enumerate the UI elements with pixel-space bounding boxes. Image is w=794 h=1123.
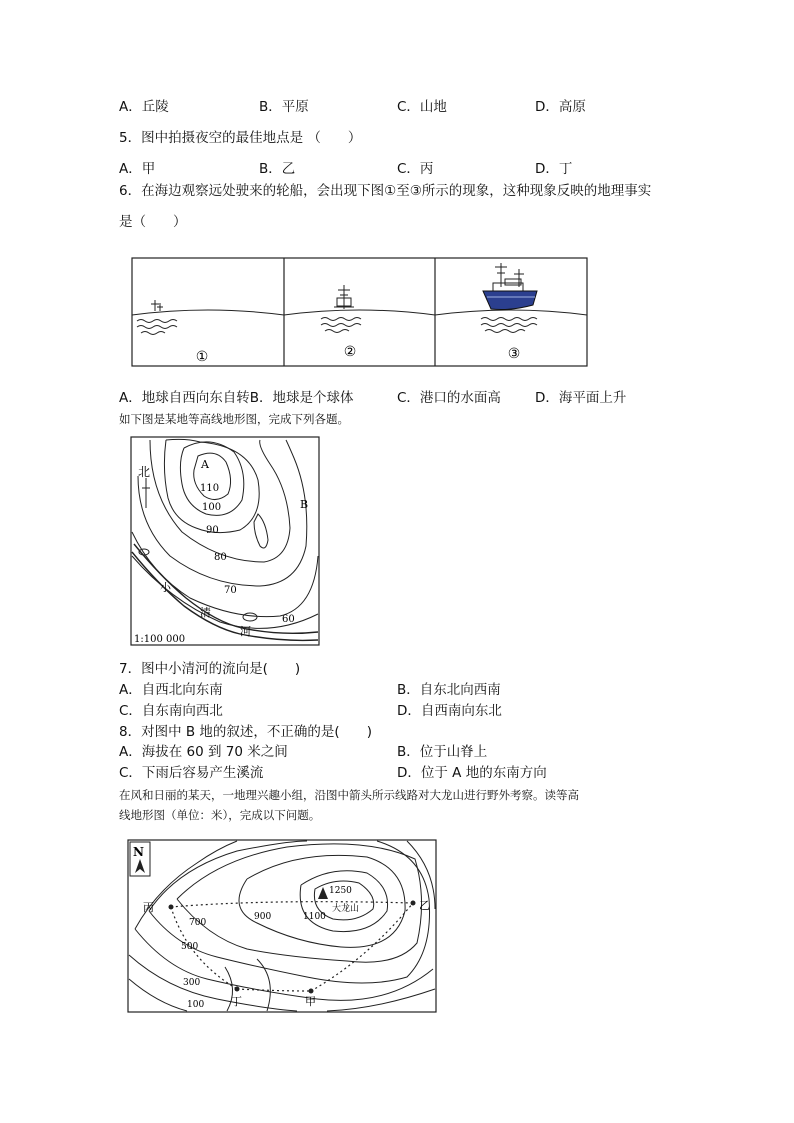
q8-option-d: D．位于 A 地的东南方向 — [397, 765, 547, 781]
map1-contour-100: 100 — [202, 502, 222, 513]
map2-peak-name: 大龙山 — [332, 904, 360, 914]
map1-contour-60: 60 — [282, 614, 295, 625]
ship-figure — [131, 257, 589, 367]
q8-option-a: A．海拔在 60 到 70 米之间 — [119, 744, 288, 760]
map1-contour-110: 110 — [200, 483, 220, 494]
intro-contour-map-1: 如下图是某地等高线地形图，完成下列各题。 — [119, 412, 349, 426]
panel-label-1: ① — [195, 349, 209, 365]
map2-contour-900: 900 — [254, 912, 272, 922]
map2-place-jia: 甲 — [305, 995, 316, 1008]
map2-contour-500: 500 — [181, 942, 199, 952]
panel-label-3: ③ — [507, 346, 521, 362]
q5-option-c: C．丙 — [397, 161, 434, 177]
map1-label-b: B — [300, 498, 309, 511]
q7-stem: 7．图中小清河的流向是( ) — [119, 661, 301, 677]
q5-option-b: B．乙 — [259, 161, 296, 177]
q5-option-d: D．丁 — [535, 161, 573, 177]
q4-option-d: D．高原 — [535, 99, 586, 115]
q4-option-b: B．平原 — [259, 99, 309, 115]
map2-place-bing: 丙 — [143, 901, 154, 914]
q7-option-b: B．自东北向西南 — [397, 682, 501, 698]
q5-option-a: A．甲 — [119, 161, 156, 177]
intro-contour-map-2-line1: 在风和日丽的某天，一地理兴趣小组，沿图中箭头所示线路对大龙山进行野外考察。读等高 — [119, 788, 579, 802]
intro-contour-map-2-line2: 线地形图（单位：米），完成以下问题。 — [119, 808, 321, 822]
q6-option-ab: A．地球自西向东自转B．地球是个球体 — [119, 390, 354, 406]
map2-place-ding: 丁 — [231, 995, 242, 1008]
q6-option-d: D．海平面上升 — [535, 390, 627, 406]
map2-north-label: N — [133, 845, 144, 859]
map1-contour-70: 70 — [224, 585, 237, 596]
map1-contour-90: 90 — [206, 525, 219, 536]
q6-stem-line1: 6．在海边观察远处驶来的轮船，会出现下图①至③所示的现象，这种现象反映的地理事实 — [119, 183, 652, 199]
map1-river-char-3: 河 — [240, 625, 251, 638]
q4-option-c: C．山地 — [397, 99, 447, 115]
map1-scale: 1:100 000 — [134, 634, 186, 645]
north-label: 北 — [138, 465, 151, 479]
map2-place-yi: 乙 — [419, 899, 430, 912]
q6-option-c: C．港口的水面高 — [397, 390, 501, 406]
map1-label-a: A — [201, 458, 209, 471]
map2-peak-value: 1250 — [329, 886, 352, 896]
map1-river-char-2: 清 — [200, 606, 211, 619]
map2-contour-300: 300 — [183, 978, 201, 988]
q4-option-a: A．丘陵 — [119, 99, 169, 115]
q7-option-a: A．自西北向东南 — [119, 682, 223, 698]
q7-option-c: C．自东南向西北 — [119, 703, 223, 719]
map2-contour-1100: 1100 — [303, 912, 326, 922]
q8-stem: 8．对图中 B 地的叙述，不正确的是( ) — [119, 724, 372, 740]
q8-option-c: C．下雨后容易产生溪流 — [119, 765, 264, 781]
q7-option-d: D．自西南向东北 — [397, 703, 502, 719]
map1-contour-80: 80 — [214, 552, 227, 563]
map2-contour-700: 700 — [189, 918, 207, 928]
q8-option-b: B．位于山脊上 — [397, 744, 488, 760]
panel-label-2: ② — [343, 344, 357, 360]
contour-map-2 — [127, 839, 437, 1013]
map1-river-char-1: 小 — [160, 581, 171, 594]
map2-contour-100: 100 — [187, 1000, 205, 1010]
contour-map-1 — [130, 436, 320, 646]
q5-stem: 5．图中拍摄夜空的最佳地点是 （ ） — [119, 130, 362, 146]
q6-stem-line2: 是（ ） — [119, 214, 187, 230]
